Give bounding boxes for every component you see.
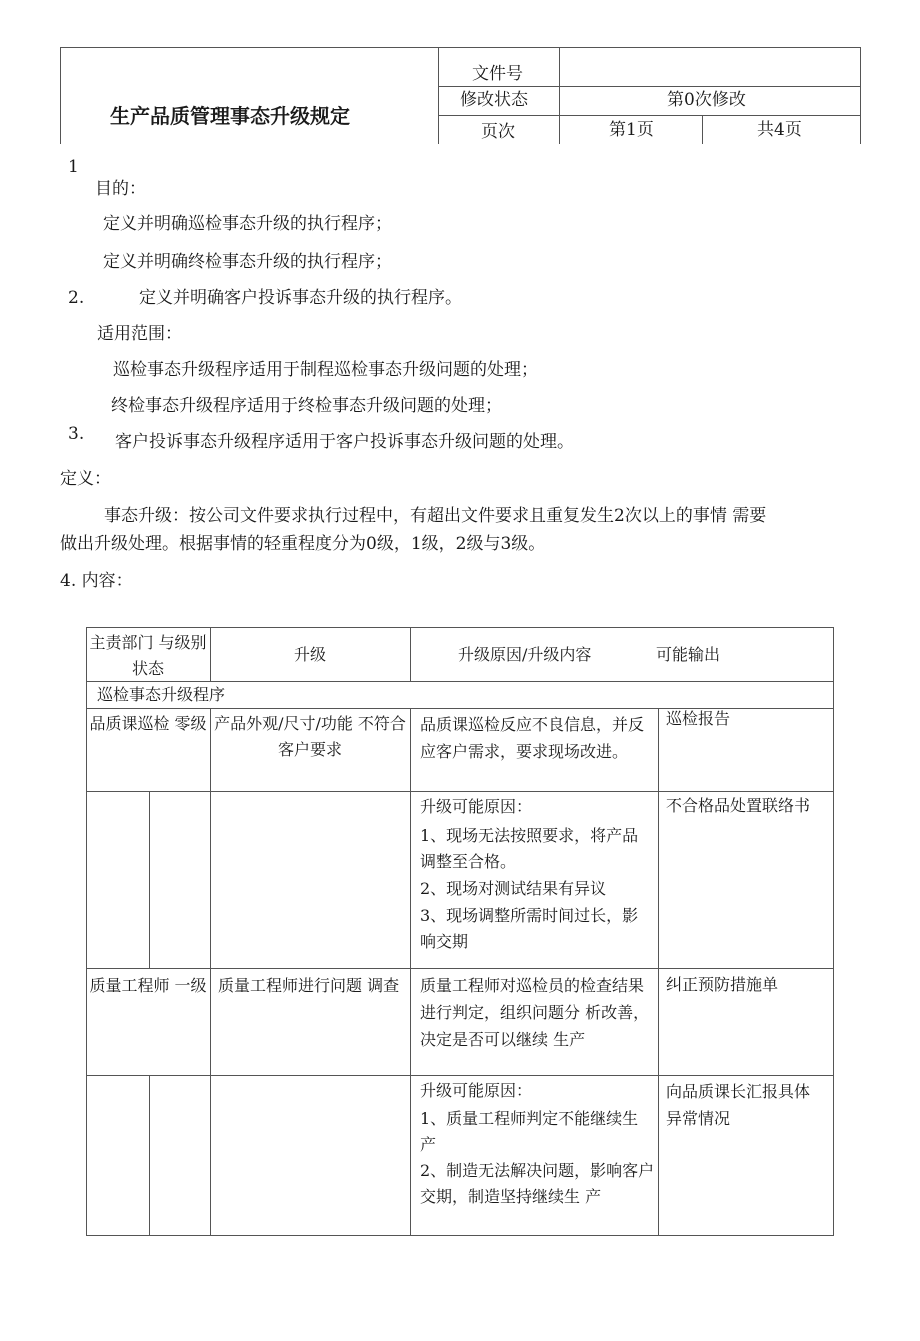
column-header-output: 可能输出 [656,645,721,664]
table-cell-reason: 2、现场对测试结果有异议 [420,879,607,898]
table-cell-dept: 品质课巡检 零级 [89,714,207,733]
table-cell-reason: 品质课巡检反应不良信息，并反应客户需求，要求现场改进。 [420,715,645,761]
document-title: 生产品质管理事态升级规定 [110,104,350,128]
total-pages: 共4页 [757,120,802,140]
table-cell-reason: 3、现场调整所需时间过长，影响交期 [420,906,639,951]
table-cell-output: 巡检报告 [666,709,731,728]
section-number-2: 2. [68,288,85,308]
table-cell-reason: 升级可能原因： [420,1081,533,1100]
table-cell-upgrade: 质量工程师进行问题 调查 [218,976,400,995]
revision-label: 修改状态 [460,90,528,110]
table-cell-reason: 质量工程师对巡检员的检查结果进行判定，组织问题分 析改善，决定是否可以继续 生产 [420,976,650,1049]
definition-text: 事态升级：按公司文件要求执行过程中，有超出文件要求且重复发生2次以上的事情 需要 [104,506,767,526]
content-heading: 4. 内容： [60,571,133,591]
page-label: 页次 [481,122,515,142]
table-cell-reason: 2、制造无法解决问题，影响客户交期，制造坚持继续生 产 [420,1161,655,1206]
table-cell-output: 纠正预防措施单 [666,975,779,994]
purpose-item: 定义并明确客户投诉事态升级的执行程序。 [139,288,462,308]
scope-item: 客户投诉事态升级程序适用于客户投诉事态升级问题的处理。 [115,432,574,452]
table-cell-reason: 1、质量工程师判定不能继续生产 [420,1109,639,1154]
table-section-title: 巡检事态升级程序 [97,685,226,704]
doc-number-label: 文件号 [472,64,523,84]
table-cell-dept: 质量工程师 一级 [89,976,207,995]
table-cell-upgrade: 产品外观/尺寸/功能 不符合客户要求 [214,714,406,759]
table-cell-reason: 1、现场无法按照要求，将产品调整至合格。 [420,826,639,871]
column-header-dept-level: 主责部门 与级别状态 [89,633,207,678]
scope-item: 终检事态升级程序适用于终检事态升级问题的处理； [111,396,502,416]
purpose-item: 定义并明确巡检事态升级的执行程序； [103,214,392,234]
section-number-1: 1 [68,157,79,177]
purpose-heading: 目的： [95,179,146,199]
column-header-upgrade: 升级 [293,645,326,664]
definition-heading: 定义： [60,469,111,489]
column-header-reason: 升级原因/升级内容 [458,645,592,664]
table-cell-output: 不合格品处置联络书 [666,796,811,815]
revision-value: 第0次修改 [667,90,746,110]
scope-item: 巡检事态升级程序适用于制程巡检事态升级问题的处理； [113,360,538,380]
purpose-item: 定义并明确终检事态升级的执行程序； [103,252,392,272]
definition-text: 做出升级处理。根据事情的轻重程度分为0级，1级，2级与3级。 [60,534,546,554]
page-value: 第1页 [609,120,654,140]
scope-heading: 适用范围： [97,324,182,344]
section-number-3: 3. [68,424,85,444]
table-cell-output: 向品质课长汇报具体异常情况 [666,1082,811,1128]
table-cell-reason: 升级可能原因： [420,797,533,816]
